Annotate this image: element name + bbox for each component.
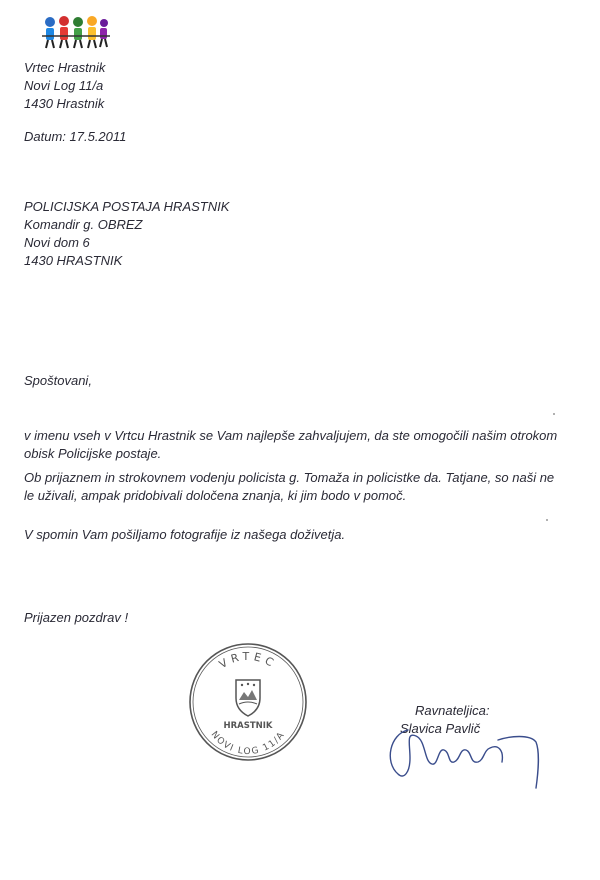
children-figures-icon: [42, 16, 110, 48]
stamp-top-text: VRTEC: [216, 649, 280, 672]
official-stamp: [186, 640, 310, 764]
coat-of-arms-icon: [236, 680, 260, 716]
body-paragraph-1-line-2: obisk Policijske postaje.: [24, 446, 162, 461]
body-paragraph-2-line-2: le uživali, ampak pridobivali določena znanja, ki jim bodo v pomoč.: [24, 488, 407, 503]
sender-name: Vrtec Hrastnik: [24, 60, 106, 75]
sender-street: Novi Log 11/a: [24, 78, 104, 93]
scan-speck: [546, 519, 548, 521]
body-paragraph-1-line-1: v imenu vseh v Vrtcu Hrastnik se Vam najlepše zahvaljujem, da ste omogočili našim otrokom: [24, 428, 558, 443]
closing: Prijazen pozdrav !: [24, 610, 129, 625]
scan-speck: [553, 413, 555, 415]
body-paragraph-2-line-1: Ob prijaznem in strokovnem vodenju policista g. Tomaža in policistke da. Tatjane, so naši ne: [24, 470, 555, 485]
letter-date: Datum: 17.5.2011: [24, 129, 127, 144]
recipient-line-4: 1430 HRASTNIK: [24, 253, 123, 268]
salutation: Spoštovani,: [24, 373, 92, 388]
recipient-line-3: Novi dom 6: [24, 235, 90, 250]
signature-name: Slavica Pavlič: [400, 721, 481, 736]
kindergarten-logo: [40, 14, 112, 54]
body-paragraph-3: V spomin Vam pošiljamo fotografije iz našega doživetja.: [24, 527, 346, 542]
signature-title: Ravnateljica:: [415, 703, 490, 718]
handwritten-signature: [380, 722, 540, 792]
stamp-middle-text: HRASTNIK: [223, 721, 273, 731]
recipient-line-2: Komandir g. OBREZ: [24, 217, 143, 232]
recipient-line-1: POLICIJSKA POSTAJA HRASTNIK: [24, 199, 230, 214]
stamp-bottom-text: NOVI LOG 11/A: [208, 729, 288, 758]
sender-city: 1430 Hrastnik: [24, 96, 105, 111]
